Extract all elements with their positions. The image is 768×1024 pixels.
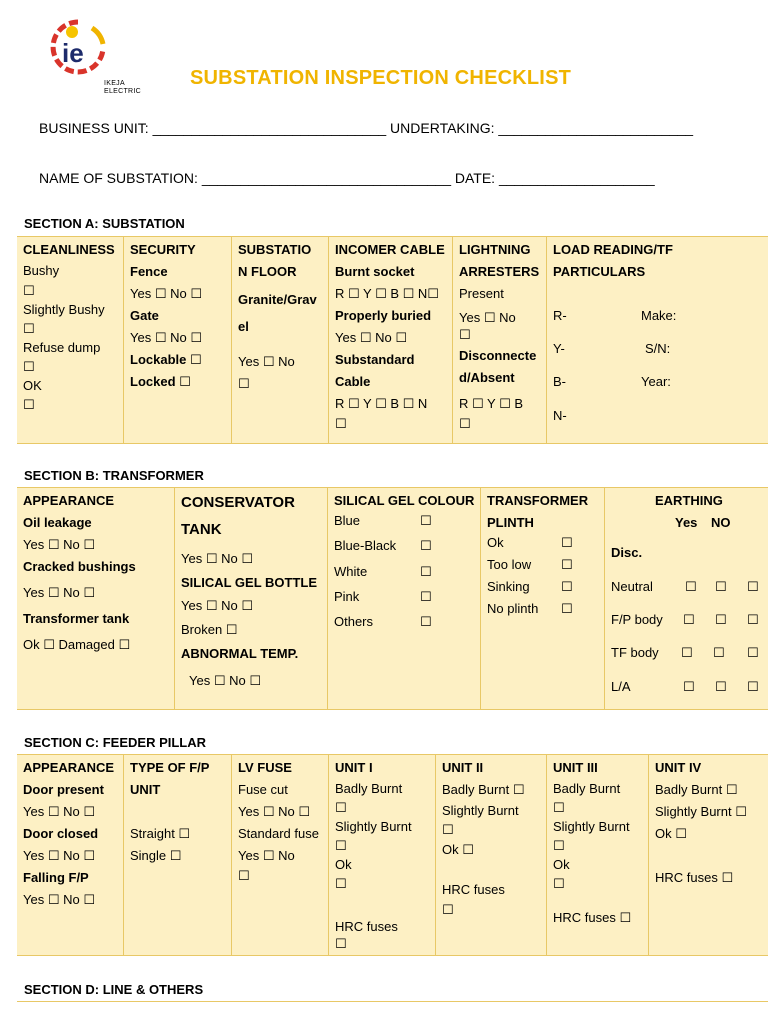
checkbox[interactable]: ☐ — [685, 579, 697, 594]
column-header: LIGHTNING — [459, 242, 531, 257]
b-reading: B- — [553, 374, 566, 389]
cell-text: White — [334, 564, 368, 579]
column-header: UNIT I — [335, 760, 373, 775]
checkbox[interactable]: ☐ — [238, 376, 250, 391]
type-of-fp-unit-column — [124, 755, 232, 955]
ikeja-electric-logo — [48, 16, 148, 95]
security-column — [124, 237, 232, 443]
cell-label: Granite/Grav — [238, 292, 317, 307]
cell-text: Pink — [334, 589, 360, 604]
cell-text: Slightly Bushy — [23, 302, 105, 317]
section-c-label: SECTION C: FEEDER PILLAR — [24, 735, 207, 750]
business-unit-field: BUSINESS UNIT: ______________________________ UNDERTAKING: _________________________ — [39, 120, 694, 136]
column-header: INCOMER CABLE — [335, 242, 445, 257]
checkbox[interactable]: ☐ — [561, 535, 573, 550]
column-header: TRANSFORMER — [487, 493, 589, 508]
lv-fuse-column — [232, 755, 329, 955]
serial-number-field: S/N: — [645, 341, 671, 356]
fp-appearance-column — [17, 755, 124, 955]
cell-text: Fuse cut — [238, 782, 288, 797]
column-header: APPEARANCE — [23, 760, 115, 775]
checkbox[interactable]: ☐ — [459, 327, 471, 342]
cell-text: Badly Burnt — [553, 781, 621, 796]
cell-text: Badly Burnt — [335, 781, 403, 796]
year-field: Year: — [641, 374, 671, 389]
cell-text: Ok — [335, 857, 352, 872]
cell-label: d/Absent — [459, 370, 515, 385]
checkbox-row[interactable]: Yes ☐ No ☐ — [23, 537, 95, 552]
no-header: NO — [711, 515, 731, 530]
logo-text: IKEJA ELECTRIC — [104, 80, 142, 95]
section-c-table — [17, 754, 768, 956]
column-header: SUBSTATIO — [238, 242, 312, 257]
cell-label: Disconnecte — [459, 348, 537, 363]
incomer-cable-column — [329, 237, 453, 443]
checkbox[interactable]: ☐ — [683, 679, 695, 694]
silical-gel-colour-column — [328, 488, 481, 709]
checkbox-row[interactable]: Yes ☐ No — [459, 310, 516, 325]
checkbox-row[interactable]: Badly Burnt ☐ — [655, 782, 738, 797]
checkbox-row[interactable]: Yes ☐ No ☐ — [23, 804, 95, 819]
name-of-substation-field: NAME OF SUBSTATION: ________________________________ DATE: ____________________ — [39, 170, 655, 186]
checkbox-row[interactable]: Yes ☐ No — [238, 354, 295, 369]
column-header: ARRESTERS — [459, 264, 540, 279]
checkbox-row[interactable]: Yes ☐ No — [238, 848, 295, 863]
checkbox[interactable]: ☐ — [420, 614, 432, 629]
checkbox-row[interactable]: Straight ☐ — [130, 826, 191, 841]
cell-label: Substandard — [335, 352, 415, 367]
page-title: SUBSTATION INSPECTION CHECKLIST — [190, 67, 572, 89]
appearance-column — [17, 488, 175, 709]
checkbox-row[interactable]: Lockable ☐ — [130, 352, 202, 367]
cell-text: Others — [334, 614, 374, 629]
cell-label: Transformer tank — [23, 611, 130, 626]
column-header: UNIT — [130, 782, 161, 797]
checkbox[interactable]: ☐ — [683, 612, 695, 627]
cell-text: Refuse dump — [23, 340, 101, 355]
cell-text: Too low — [487, 557, 532, 572]
checkbox-row[interactable]: R ☐ Y ☐ B — [459, 396, 524, 411]
checkbox-row[interactable]: Yes ☐ No ☐ — [238, 804, 310, 819]
checkbox[interactable]: ☐ — [561, 557, 573, 572]
cell-label: ABNORMAL TEMP. — [181, 646, 299, 661]
cell-text: Slightly Burnt — [553, 819, 630, 834]
checkbox[interactable]: ☐ — [561, 601, 573, 616]
checkbox[interactable]: Broken ☐ — [181, 622, 238, 637]
checkbox-row[interactable]: Yes ☐ No ☐ — [189, 673, 261, 688]
checkbox-row[interactable]: R ☐ Y ☐ B ☐ N☐ — [335, 286, 439, 301]
cell-text: Ok — [487, 535, 504, 550]
make-field: Make: — [641, 308, 677, 323]
lightning-arresters-column — [453, 237, 547, 443]
column-header: CLEANLINESS — [23, 242, 115, 257]
checkbox[interactable]: ☐ — [442, 902, 454, 917]
checkbox-row[interactable]: Ok ☐ Damaged ☐ — [23, 637, 131, 652]
cell-label: Door present — [23, 782, 104, 797]
cell-text: Slightly Burnt — [442, 803, 519, 818]
checkbox-row[interactable]: Yes ☐ No ☐ — [130, 286, 202, 301]
checkbox-row[interactable]: Ok ☐ — [655, 826, 687, 841]
checkbox[interactable]: ☐ — [23, 321, 35, 336]
checkbox[interactable]: ☐ — [420, 513, 432, 528]
checkbox-row[interactable]: Yes ☐ No ☐ — [181, 551, 253, 566]
cell-label: SILICAL GEL BOTTLE — [181, 575, 318, 590]
column-header: LV FUSE — [238, 760, 292, 775]
checkbox[interactable]: ☐ — [420, 564, 432, 579]
checkbox-row[interactable]: Yes ☐ No ☐ — [130, 330, 202, 345]
column-header: UNIT III — [553, 760, 598, 775]
checkbox[interactable]: ☐ — [335, 936, 347, 951]
column-header: EARTHING — [655, 493, 723, 508]
checkbox-row[interactable]: Yes ☐ No ☐ — [23, 585, 95, 600]
section-d-label: SECTION D: LINE & OTHERS — [24, 982, 204, 997]
unit-2-column — [436, 755, 547, 955]
substation-floor-column — [232, 237, 329, 443]
checkbox[interactable]: ☐ — [23, 397, 35, 412]
checkbox-row[interactable]: Single ☐ — [130, 848, 182, 863]
column-header: UNIT II — [442, 760, 484, 775]
section-d-divider — [17, 1001, 768, 1002]
cell-text: OK — [23, 378, 42, 393]
cell-label: Falling F/P — [23, 870, 89, 885]
cell-text: Bushy — [23, 263, 60, 278]
cell-text: Present — [459, 286, 504, 301]
checkbox[interactable]: ☐ — [553, 838, 565, 853]
checkbox-row[interactable]: Yes ☐ No ☐ — [335, 330, 407, 345]
checkbox[interactable]: ☐ — [238, 868, 250, 883]
cell-text: Blue — [334, 513, 361, 528]
cell-label: el — [238, 319, 249, 334]
checkbox[interactable]: ☐ — [420, 538, 432, 553]
unit-1-column — [329, 755, 436, 955]
checkbox[interactable]: ☐ — [335, 416, 347, 431]
cell-label: Gate — [130, 308, 159, 323]
cell-text: L/A — [611, 679, 631, 694]
cell-text: Slightly Burnt — [335, 819, 412, 834]
cell-label: Door closed — [23, 826, 99, 841]
checkbox[interactable]: ☐ — [335, 876, 347, 891]
section-b-label: SECTION B: TRANSFORMER — [24, 468, 204, 483]
cell-text: F/P body — [611, 612, 663, 627]
checkbox-row[interactable]: Ok ☐ — [442, 842, 474, 857]
checkbox-row[interactable]: HRC fuses ☐ — [553, 910, 632, 925]
checkbox[interactable]: ☐ — [713, 645, 725, 660]
checkbox[interactable]: ☐ — [715, 679, 727, 694]
checkbox[interactable]: ☐ — [715, 579, 727, 594]
checkbox[interactable]: ☐ — [681, 645, 693, 660]
cell-text: Neutral — [611, 579, 653, 594]
section-a-label: SECTION A: SUBSTATION — [24, 216, 185, 231]
column-header: PARTICULARS — [553, 264, 646, 279]
cell-label: Cracked bushings — [23, 559, 136, 574]
checkbox[interactable]: ☐ — [747, 579, 759, 594]
cell-label: Oil leakage — [23, 515, 92, 530]
column-header: TYPE OF F/P — [130, 760, 210, 775]
checkbox-row[interactable]: Slightly Burnt ☐ — [655, 804, 747, 819]
checkbox[interactable]: ☐ — [715, 612, 727, 627]
load-reading-column — [547, 237, 768, 443]
checkbox[interactable]: ☐ — [420, 589, 432, 604]
checkbox[interactable]: ☐ — [442, 822, 454, 837]
logo-mark-icon — [48, 16, 108, 82]
checkbox[interactable]: ☐ — [23, 359, 35, 374]
column-header: UNIT IV — [655, 760, 702, 775]
cell-text: Blue-Black — [334, 538, 397, 553]
cell-label: Properly buried — [335, 308, 432, 323]
checkbox[interactable]: ☐ — [459, 416, 471, 431]
column-header: SECURITY — [130, 242, 196, 257]
svg-text:ie: ie — [62, 38, 84, 68]
checkbox[interactable]: ☐ — [747, 679, 759, 694]
column-header: TANK — [181, 521, 222, 538]
yes-header: Yes — [675, 515, 698, 530]
checkbox[interactable]: ☐ — [23, 283, 35, 298]
column-header: LOAD READING/TF — [553, 242, 673, 257]
cleanliness-column — [17, 237, 124, 443]
checkbox-row[interactable]: R ☐ Y ☐ B ☐ N — [335, 396, 428, 411]
cell-text: HRC fuses — [442, 882, 505, 897]
cell-text: Ok — [553, 857, 570, 872]
checkbox-row[interactable]: Locked ☐ — [130, 374, 191, 389]
checkbox-row[interactable]: Yes ☐ No ☐ — [23, 892, 95, 907]
checkbox-row[interactable]: Badly Burnt ☐ — [442, 782, 525, 797]
checkbox[interactable]: ☐ — [747, 645, 759, 660]
cell-text: HRC fuses — [335, 919, 398, 934]
cell-label: Fence — [130, 264, 168, 279]
checkbox[interactable]: ☐ — [335, 838, 347, 853]
section-b-table — [17, 487, 768, 710]
column-header: SILICAL GEL COLOUR — [334, 493, 475, 508]
checkbox-row[interactable]: Yes ☐ No ☐ — [181, 598, 253, 613]
n-reading: N- — [553, 408, 567, 423]
cell-label: Burnt socket — [335, 264, 415, 279]
cell-label: Cable — [335, 374, 371, 389]
checkbox-row[interactable]: HRC fuses ☐ — [655, 870, 734, 885]
checkbox-row[interactable]: Yes ☐ No ☐ — [23, 848, 95, 863]
column-header: APPEARANCE — [23, 493, 115, 508]
cell-text: Sinking — [487, 579, 530, 594]
section-a-table — [17, 236, 768, 444]
y-reading: Y- — [553, 341, 565, 356]
column-header: N FLOOR — [238, 264, 297, 279]
earthing-column — [605, 488, 768, 709]
checkbox[interactable]: ☐ — [561, 579, 573, 594]
cell-label: Disc. — [611, 545, 643, 560]
column-header: CONSERVATOR — [181, 494, 295, 511]
checkbox[interactable]: ☐ — [553, 800, 565, 815]
checkbox[interactable]: ☐ — [553, 876, 565, 891]
r-reading: R- — [553, 308, 567, 323]
column-header: PLINTH — [487, 515, 534, 530]
unit-3-column — [547, 755, 649, 955]
cell-text: No plinth — [487, 601, 539, 616]
unit-4-column — [649, 755, 768, 955]
checkbox[interactable]: ☐ — [335, 800, 347, 815]
cell-text: TF body — [611, 645, 659, 660]
checkbox[interactable]: ☐ — [747, 612, 759, 627]
conservator-tank-column — [175, 488, 328, 709]
cell-text: Standard fuse — [238, 826, 319, 841]
transformer-plinth-column — [481, 488, 605, 709]
